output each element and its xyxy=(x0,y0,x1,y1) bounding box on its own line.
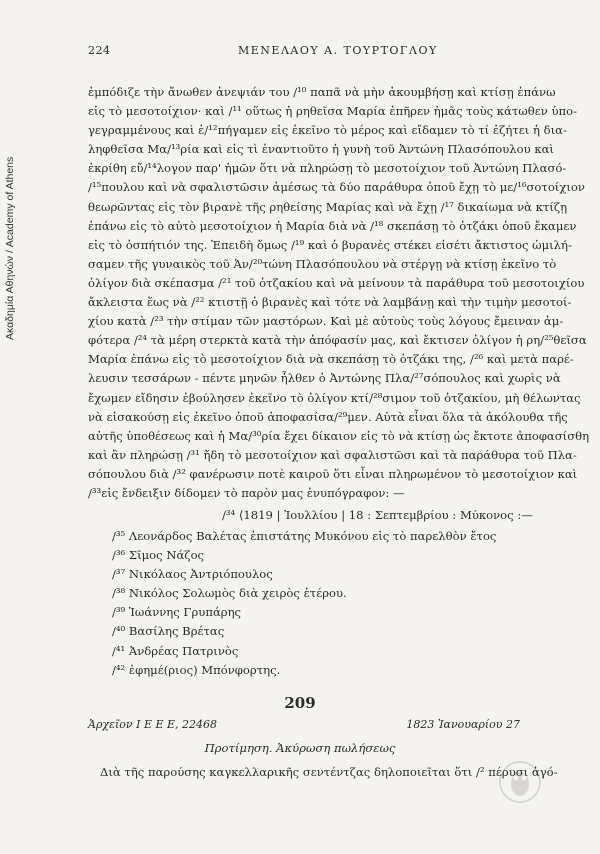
signature-line: /⁴⁰ Βασίλης Βρέτας xyxy=(112,624,225,639)
body-line: ἐκρίθη εὔ/¹⁴λογον παρ' ἡμῶν ὅτι νὰ πληρώσῃ τὸ μεσοτοίχιον τοῦ Ἀντώνη Πλασό- xyxy=(88,161,567,176)
body-line: εἰς τὸ ὀσπήτιόν της. Ἐπειδὴ ὅμως /¹⁹ καὶ ὁ βυρανὲς στέκει εἰσέτι ἄκτιστος ὡμιλή- xyxy=(88,237,572,252)
body-line: εἰς τὸ μεσοτοίχιον· καὶ /¹¹ οὕτως ἡ ρηθεῖσα Μαρία ἐπῆρεν ἡμᾶς τοὺς κάτωθεν ὑπο- xyxy=(88,104,578,119)
body-line: /¹⁵πουλου καὶ νὰ σφαλιστῶσιν ἀμέσως τὰ δύο παράθυρα ὁποῦ ἔχῃ τὸ με/¹⁶σοτοίχιον xyxy=(88,180,585,195)
body-line: ἐπάνω εἰς τὸ αὐτὸ μεσοτοίχιον ἡ Μαρία διὰ νὰ /¹⁸ σκεπάσῃ τὸ ὀτζάκι ὁποῦ ἔκαμεν xyxy=(88,218,577,233)
body-line: φότερα /²⁴ τὰ μέρη στερκτὰ κατὰ τὴν ἀπόφασίν μας, καὶ ἔκτισεν ὀλίγον ἡ ρη/²⁵θεῖσα xyxy=(88,333,587,348)
signature-line: /³⁸ Νικόλος Σολωμὸς διὰ χειρὸς ἑτέρου. xyxy=(112,586,347,601)
signature-line: /⁴² ἐφημέ(ριος) Μπόνφορτης. xyxy=(112,662,281,677)
archive-reference: Ἀρχεῖον Ι Ε Ε Ε, 22468 xyxy=(88,718,218,731)
document-date: 1823 Ἰανουαρίου 27 xyxy=(406,718,520,731)
side-watermark-label: Ακαδημία Αθηνών / Academy of Athens xyxy=(4,156,16,340)
document-meta-row xyxy=(88,718,520,734)
signature-line: /³⁵ Λεονάρδος Βαλέτας ἐπιστάτης Μυκόνου εἰς τὸ παρελθὸν ἔτος xyxy=(112,529,497,543)
document-title: Προτίμηση. Ἀκύρωση πωλήσεως xyxy=(204,741,396,755)
signature-list xyxy=(112,527,512,680)
running-title: ΜΕΝΕΛΑΟΥ Α. ΤΟΥΡΤΟΓΛΟΥ xyxy=(238,44,438,57)
body-line: ἄκλειστα ἕως νὰ /²² κτιστῇ ὁ βιρανὲς καὶ τότε νὰ λαμβάνῃ καὶ τὴν τιμὴν μεσοτοί- xyxy=(88,295,572,310)
body-line: χίου κατὰ /²³ τὴν στίμαν τῶν μαστόρων. Καὶ μὲ αὐτοὺς τοὺς λόγους ἔμειναν ἀμ- xyxy=(88,314,564,329)
body-line: λευσιν τεσσάρων - πέντε μηνῶν ἦλθεν ὁ Ἀντώνης Πλα/²⁷σόπουλος καὶ χωρὶς νὰ xyxy=(88,371,561,386)
signature-line: /³⁷ Νικόλαος Ἀντριόπουλος xyxy=(112,567,273,582)
body-line: ἔχωμεν εἴδησιν ἐβούλησεν ἐκεῖνο τὸ ὀλίγον κτί/²⁸σιμον τοῦ ὀτζακίου, μὴ θέλωντας xyxy=(88,390,581,405)
page-number: 224 xyxy=(88,44,111,57)
document-number: 209 xyxy=(284,694,316,712)
document-first-line: Διὰ τῆς παρούσης καγκελλαρικῆς σεντέντζας δηλοποιεῖται ὅτι /² πέρυσι ἀγό- xyxy=(100,765,558,779)
body-line: γεγραμμένους καὶ ἐ/¹²πήγαμεν εἰς ἐκεῖνο τὸ μέρος καὶ εἴδαμεν τὸ τί ἐζήτει ἡ δια- xyxy=(88,123,567,138)
body-line: /³³εἰς ἔνδειξιν δίδομεν τὸ παρὸν μας ἐνυπόγραφον: — xyxy=(88,485,405,500)
body-line: σόπουλου διὰ /³² φανέρωσιν ποτὲ καιροῦ ὅτι εἶναι πληρωμένον τὸ μεσοτοίχιον καὶ xyxy=(88,466,578,481)
running-header xyxy=(88,44,512,60)
body-line: καὶ ἂν πληρώσῃ /³¹ ἤδη τὸ μεσοτοίχιον καὶ σφαλιστῶσι καὶ τὰ παράθυρα τοῦ Πλα- xyxy=(88,447,577,462)
body-line: αὐτῆς ὑποθέσεως καὶ ἡ Μα/³⁰ρία ἔχει δίκαιον εἰς τὸ νὰ κτίσῃ ὡς ἔκτοτε ἀποφασίσθη xyxy=(88,428,590,443)
body-line: Μαρία ἐπάνω εἰς τὸ μεσοτοίχιον διὰ νὰ σκεπάσῃ τὸ ὀτζάκι της, /²⁶ καὶ μετὰ παρέ- xyxy=(88,352,574,367)
signature-line: /³⁶ Σῖμος Νάζος xyxy=(112,548,205,563)
body-text xyxy=(88,83,590,503)
signature-line: /³⁹ Ἰωάννης Γρυπάρης xyxy=(112,605,242,620)
body-line: θεωρῶντας εἰς τὸν βιρανὲ τῆς ρηθείσης Μαρίας καὶ νὰ ἔχῃ /¹⁷ δικαίωμα νὰ κτίζῃ xyxy=(88,199,568,214)
signature-line: /⁴¹ Ἀνδρέας Πατρινὸς xyxy=(112,643,239,658)
body-line: νὰ εἰσακούσῃ εἰς ἐκεῖνο ὁποῦ ἀποφασίσα/²⁹μεν. Αὐτὰ εἶναι ὅλα τὰ ἀκόλουθα τῆς xyxy=(88,409,568,424)
body-line: ληφθεῖσα Μα/¹³ρία καὶ εἰς τὶ ἐναντιοῦτο ἡ γυνὴ τοῦ Ἀντώνη Πλασόπουλου καὶ xyxy=(88,142,554,157)
body-line: σαμεν τῆς γυναικὸς τοῦ Ἀν/²⁰τώνη Πλασόπουλου νὰ στέργῃ νὰ κτίσῃ ἐκεῖνο τὸ xyxy=(88,256,557,271)
dateline: /³⁴ ⟨1819 | Ἰουλλίου | 18 : Σεπτεμβρίου : Μύκονος :— xyxy=(222,508,533,522)
body-line: ὀλίγον διὰ σκέπασμα /²¹ τοῦ ὀτζακίου καὶ νὰ μείνουν τὰ παράθυρα τοῦ μεσοτοιχίου xyxy=(88,275,585,290)
body-line: ἐμπόδιζε τὴν ἄνωθεν ἀνεψιάν του /¹⁰ παπᾶ νὰ μὴν ἀκουμβήσῃ καὶ κτίσῃ ἐπάνω xyxy=(88,85,556,99)
